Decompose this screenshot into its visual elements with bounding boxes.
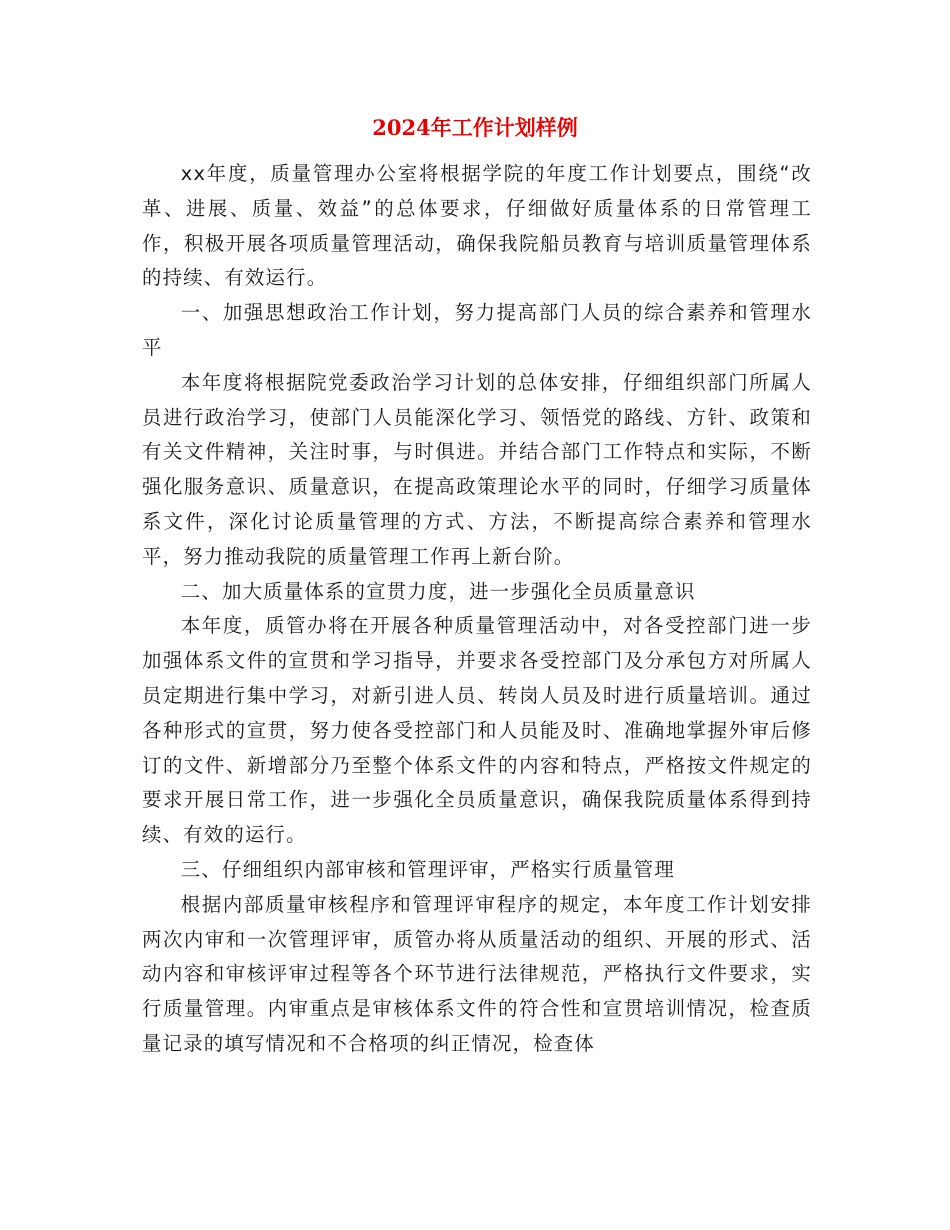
document-body — [142, 157, 812, 1062]
paragraph-section-1: 本年度将根据院党委政治学习计划的总体安排，仔细组织部门所属人员进行政治学习，使部门人员能深化学习、领悟党的路线、方针、政策和有关文件精神，关注时事，与时俱进。并结合部门工作特点和实际，不断强化服务意识、质量意识，在提高政策理论水平的同时，仔细学习质量体系文件，深化讨论质量管理的方式、方法，不断提高综合素养和管理水平，努力推动我院的质量管理工作再上新台阶。 — [142, 370, 812, 568]
document-title: 2024年工作计划样例 — [372, 115, 578, 140]
section-heading-1: 一、加强思想政治工作计划，努力提高部门人员的综合素养和管理水平 — [142, 301, 812, 359]
section-heading-3: 三、仔细组织内部审核和管理评审，严格实行质量管理 — [180, 857, 675, 881]
paragraph-section-2: 本年度，质管办将在开展各种质量管理活动中，对各受控部门进一步加强体系文件的宣贯和学习指导，并要求各受控部门及分承包方对所属人员定期进行集中学习，对新引进人员、转岗人员及时进行质量培训。通过各种形式的宣贯，努力使各受控部门和人员能及时、准确地掌握外审后修订的文件、新增部分乃至整个体系文件的内容和特点，严格按文件规定的要求开展日常工作，进一步强化全员质量意识，确保我院质量体系得到持续、有效的运行。 — [142, 614, 812, 847]
paragraph-intro: xx年度，质量管理办公室将根据学院的年度工作计划要点，围绕“改革、进展、质量、效益”的总体要求，仔细做好质量体系的日常管理工作，积极开展各项质量管理活动，确保我院船员教育与培训质量管理体系的持续、有效运行。 — [142, 162, 812, 290]
paragraph-section-3: 根据内部质量审核程序和管理评审程序的规定，本年度工作计划安排两次内审和一次管理评审，质管办将从质量活动的组织、开展的形式、活动内容和审核评审过程等各个环节进行法律规范，严格执行文件要求，实行质量管理。内审重点是审核体系文件的符合性和宣贯培训情况，检查质量记录的填写情况和不合格项的纠正情况，检查体 — [142, 892, 812, 1055]
section-heading-2: 二、加大质量体系的宣贯力度，进一步强化全员质量意识 — [180, 579, 696, 603]
